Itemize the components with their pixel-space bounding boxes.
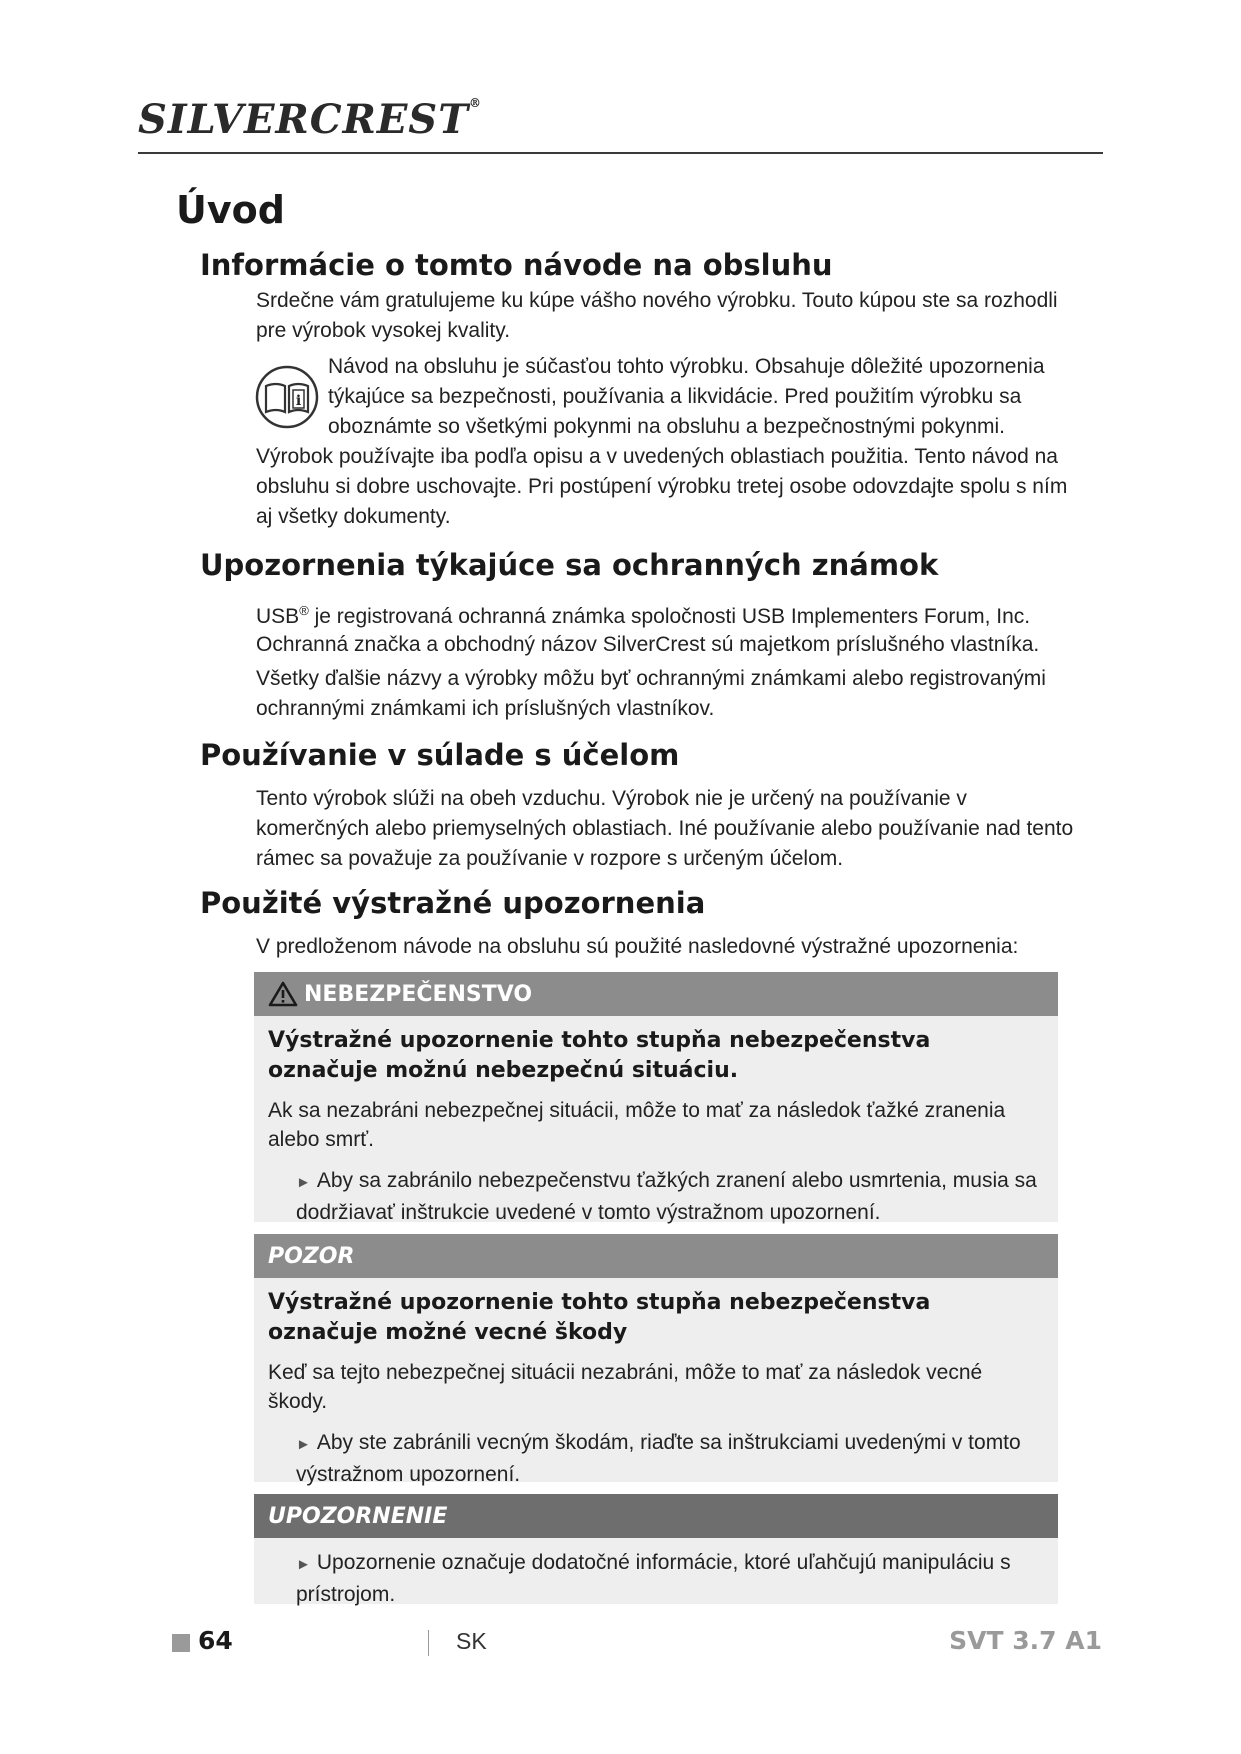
section1-paragraph-1: Srdečne vám gratulujeme ku kúpe vášho nového výrobku. Touto kúpou ste sa rozhodli pre výrobok vysokej kvality.	[256, 289, 1058, 342]
section4-intro: V predloženom návode na obsluhu sú použité nasledovné výstražné upozornenia:	[256, 935, 1019, 958]
usb-registered-mark: ®	[299, 603, 309, 618]
caution-warning-title: POZOR	[268, 1243, 355, 1269]
danger-warning-title: NEBEZPEČENSTVO	[304, 981, 533, 1007]
note-step-text: Upozornenie označuje dodatočné informácie, ktoré uľahčujú manipuláciu s prístrojom.	[296, 1551, 1011, 1606]
danger-warning-step	[296, 1166, 1044, 1228]
danger-warning-description: Výstražné upozornenie tohto stupňa nebezpečenstva označuje možnú nebezpečnú situáciu.	[268, 1028, 931, 1083]
svg-text:i: i	[295, 393, 302, 409]
section2-paragraph-3: Všetky ďalšie názvy a výrobky môžu byť ochrannými známkami alebo registrovanými ochrannými známkami ich príslušných vlastníkov.	[256, 667, 1046, 720]
manual-info-icon	[254, 364, 320, 430]
page-title: Úvod	[176, 188, 285, 232]
page-number: 64	[198, 1626, 233, 1655]
step-arrow-icon: ►	[296, 1174, 311, 1191]
brand-logo-text: SILVERCREST	[138, 96, 469, 143]
section1-paragraph-3: Výrobok používajte iba podľa opisu a v uvedených oblastiach použitia. Tento návod na obsluhu si dobre uschovajte. Pri postúpení výrobku tretej osobe odovzdajte spolu s ním aj všetky dokumenty.	[256, 445, 1068, 528]
danger-warning-consequence: Ak sa nezabráni nebezpečnej situácii, môže to mať za následok ťažké zranenia alebo smrť.	[268, 1099, 1006, 1151]
section-title-manual-info: Informácie o tomto návode na obsluhu	[200, 248, 833, 282]
usb-trademark-text: je registrovaná ochranná známka spoločnosti USB Implementers Forum, Inc.	[308, 605, 1031, 628]
section2-paragraph-2: Ochranná značka a obchodný názov SilverCrest sú majetkom príslušného vlastníka.	[256, 633, 1040, 656]
footer-square-icon	[172, 1634, 190, 1652]
note-box	[254, 1494, 1058, 1604]
section-title-warnings: Použité výstražné upozornenia	[200, 886, 706, 920]
caution-warning-box	[254, 1234, 1058, 1486]
section3-paragraph-1: Tento výrobok slúži na obeh vzduchu. Výrobok nie je určený na používanie v komerčných alebo priemyselných oblastiach. Iné používanie alebo používanie nad tento rámec sa považuje za používanie v rozpore s určeným účelom.	[256, 787, 1074, 870]
danger-warning-header	[254, 972, 1058, 1016]
caution-warning-description: Výstražné upozornenie tohto stupňa nebezpečenstva označuje možné vecné škody	[268, 1290, 931, 1345]
registered-mark: ®	[468, 96, 482, 110]
footer-separator	[428, 1630, 429, 1656]
page-footer	[172, 1626, 1102, 1666]
language-code: SK	[456, 1628, 487, 1654]
section1-paragraph-2: Návod na obsluhu je súčasťou tohto výrobku. Obsahuje dôležité upozornenia týkajúce sa bezpečnosti, používania a likvidácie. Pred použitím výrobku sa oboznámte so všetkými pokynmi na obsluhu a bezpečnostnými pokynmi.	[328, 355, 1045, 438]
warning-triangle-icon	[268, 981, 298, 1007]
header-divider	[138, 152, 1103, 154]
step-arrow-icon: ►	[296, 1556, 311, 1573]
section2-paragraph-1	[256, 596, 1076, 632]
note-header	[254, 1494, 1058, 1538]
note-title: UPOZORNENIE	[268, 1503, 448, 1529]
danger-warning-box	[254, 972, 1058, 1222]
caution-warning-step	[296, 1428, 1044, 1490]
step-arrow-icon: ►	[296, 1436, 311, 1453]
brand-logo	[138, 96, 482, 143]
section-title-intended-use: Používanie v súlade s účelom	[200, 738, 680, 772]
usb-label: USB	[256, 605, 300, 628]
note-step	[296, 1548, 1044, 1610]
caution-warning-header	[254, 1234, 1058, 1278]
danger-warning-step-text: Aby sa zabránilo nebezpečenstvu ťažkých zranení alebo usmrtenia, musia sa dodržiavať inštrukcie uvedené v tomto výstražnom upozornení.	[296, 1169, 1037, 1224]
model-number: SVT 3.7 A1	[949, 1626, 1102, 1655]
section-title-trademarks: Upozornenia týkajúce sa ochranných známok	[200, 548, 939, 582]
caution-warning-consequence: Keď sa tejto nebezpečnej situácii nezabráni, môže to mať za následok vecné škody.	[268, 1361, 983, 1413]
caution-warning-step-text: Aby ste zabránili vecným škodám, riaďte sa inštrukciami uvedenými v tomto výstražnom upozornení.	[296, 1431, 1021, 1486]
